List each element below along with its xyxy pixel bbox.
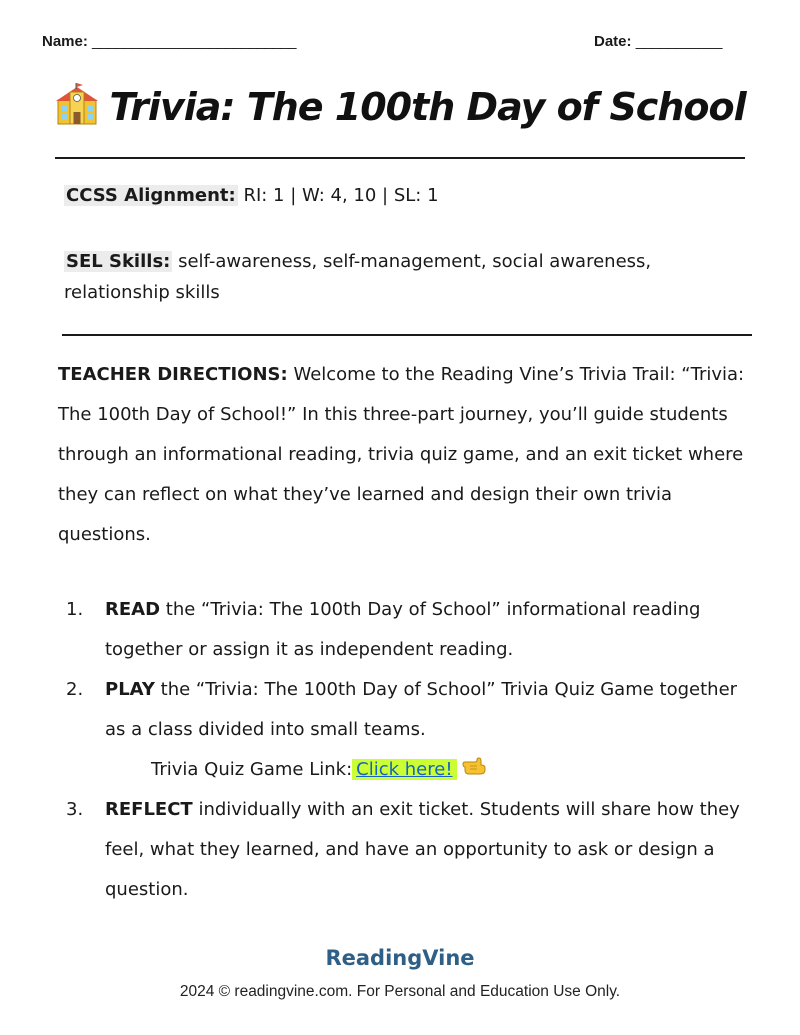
- quiz-link-label: Trivia Quiz Game Link:: [151, 759, 353, 780]
- date-label: Date:: [594, 33, 632, 50]
- ccss-label: CCSS Alignment:: [66, 185, 236, 206]
- name-field: [42, 33, 296, 50]
- sel-label: SEL Skills:: [66, 251, 171, 272]
- step-number: 1.: [66, 599, 84, 620]
- date-blank: ___________: [635, 33, 722, 50]
- step-text: the “Trivia: The 100th Day of School” informational reading together or assign it as independent reading.: [105, 599, 701, 660]
- list-item: [58, 790, 758, 910]
- quiz-link-row: [58, 750, 758, 790]
- name-label: Name:: [42, 33, 88, 50]
- step-keyword: REFLECT: [105, 799, 193, 820]
- date-field: [594, 33, 722, 50]
- ccss-alignment: [64, 185, 439, 206]
- school-building-icon: [54, 82, 100, 132]
- step-text: the “Trivia: The 100th Day of School” Trivia Quiz Game together as a class divided into small teams.: [105, 679, 738, 740]
- sel-skills: [64, 246, 744, 308]
- step-text: individually with an exit ticket. Students will share how they feel, what they learned, and have an opportunity to ask or design a question.: [105, 799, 740, 900]
- page-title: Trivia: The 100th Day of School: [109, 85, 746, 129]
- click-here-link[interactable]: Click here!: [352, 759, 456, 780]
- sel-value: self-awareness, self-management, social awareness, relationship skills: [64, 251, 652, 303]
- step-keyword: PLAY: [105, 679, 155, 700]
- steps-list: [58, 590, 758, 910]
- page-title-row: [0, 82, 800, 132]
- brand-logo: ReadingVine: [325, 946, 475, 970]
- teacher-directions: [58, 355, 758, 555]
- divider: [62, 334, 752, 336]
- name-blank: __________________________: [92, 33, 296, 50]
- step-number: 3.: [66, 799, 84, 820]
- pointing-hand-icon: [461, 750, 487, 790]
- list-item: [58, 670, 758, 750]
- directions-label: TEACHER DIRECTIONS:: [58, 364, 288, 385]
- ccss-value: RI: 1 | W: 4, 10 | SL: 1: [243, 185, 439, 206]
- list-item: [58, 590, 758, 670]
- divider: [55, 157, 745, 159]
- step-number: 2.: [66, 679, 84, 700]
- step-keyword: READ: [105, 599, 161, 620]
- directions-text: Welcome to the Reading Vine’s Trivia Trail: “Trivia: The 100th Day of School!” In this three-part journey, you’ll guide students through an informational reading, trivia quiz game, and an exit ticket where they can reflect on what they’ve learned and design their own trivia questions.: [58, 364, 745, 545]
- copyright-notice: 2024 © readingvine.com. For Personal and Education Use Only.: [179, 983, 621, 1000]
